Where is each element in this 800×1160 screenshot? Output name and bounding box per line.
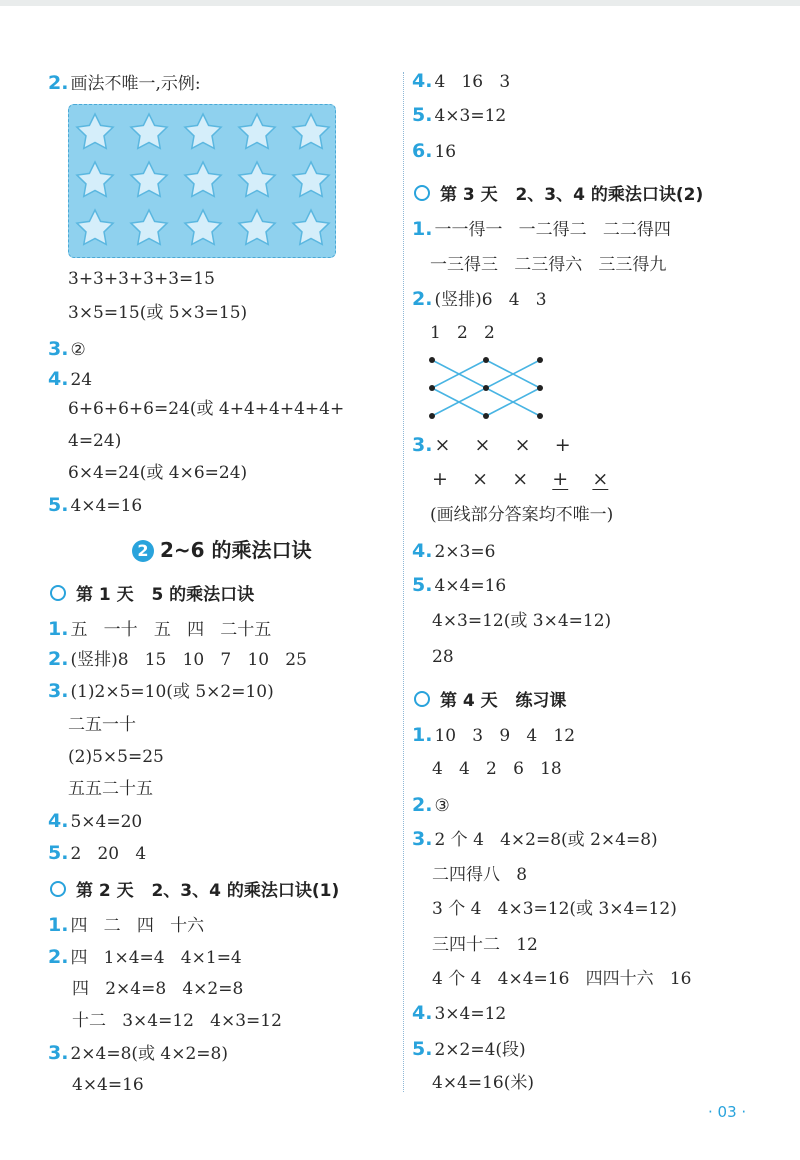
star-grid [68,104,336,258]
answer-1 [412,218,671,241]
star-icon [185,210,221,244]
circle-bullet-icon [414,185,430,201]
answer-2 [48,648,307,671]
dot-matching-diagram [424,352,554,424]
answer-number: 3. [412,434,433,456]
answer-line: 6+6+6+6=24(或 4+4+4+4+4+ [68,399,345,419]
section-heading-day1 [50,584,254,606]
answer-line: 6×4=24(或 4×6=24) [68,463,248,483]
answer-5 [48,494,142,517]
answer-number: 3. [48,338,69,360]
unit-title-text: 2~6 的乘法口诀 [160,538,312,562]
answer-text: 3×4=12 [434,1004,507,1024]
answer-line: 4 4 2 6 18 [432,759,562,779]
dot [483,385,489,391]
column-divider [403,72,404,1092]
answer-number: 1. [412,218,433,240]
star-icon [131,162,167,196]
dot [483,357,489,363]
answer-symbol-underlined: × [592,468,609,490]
answer-note: (画线部分答案均不唯一) [430,505,614,525]
answer-number: 4. [48,368,69,390]
answer-number: 6. [412,140,433,162]
answer-3 [48,680,274,703]
answer-number: 2. [412,288,433,310]
answer-1 [48,914,204,937]
answer-2 [412,794,450,817]
answer-number: 2. [48,648,69,670]
answer-text: 2×4=8(或 4×2=8) [70,1044,228,1064]
page-number: · 03 · [708,1103,747,1121]
answer-text: 4 16 3 [434,72,511,92]
answer-text: 24 [70,370,93,390]
section-day-label: 第 2 天 [76,881,134,901]
section-day-label: 第 3 天 [440,185,498,205]
answer-line: 三四十二 12 [432,935,538,955]
answer-symbol: + [554,434,571,456]
answer-5 [412,104,506,127]
section-title: 5 的乘法口诀 [151,585,255,605]
answer-2 [48,946,242,969]
answer-4 [48,368,92,391]
answer-line [432,468,608,490]
dot [483,413,489,419]
answer-symbol: × [434,434,451,456]
star-icon [77,210,113,244]
answer-text: 16 [434,142,457,162]
answer-number: 1. [48,618,69,640]
answer-text: 2 个 4 4×2=8(或 2×4=8) [434,830,658,850]
answer-2 [48,72,201,95]
answer-symbol: × [474,434,491,456]
answer-number: 4. [412,540,433,562]
section-heading-day2 [50,880,339,902]
section-day-label: 第 1 天 [76,585,134,605]
answer-3 [48,338,86,361]
answer-text: ③ [434,796,450,816]
unit-badge: 2 [132,540,154,562]
answer-text: 四 1×4=4 4×1=4 [70,948,242,968]
answer-5 [412,1038,526,1061]
answer-5 [412,574,506,597]
star-icon [239,114,275,148]
answer-line: 二四得八 8 [432,865,528,885]
star-icon [131,114,167,148]
answer-line: 4=24) [68,431,122,451]
answer-line: 4×4=16 [72,1075,144,1095]
answer-text: 4×3=12 [434,106,507,126]
section-heading-day3 [414,184,703,206]
dot [429,413,435,419]
answer-line: 3 个 4 4×3=12(或 3×4=12) [432,899,677,919]
answer-3 [412,434,571,456]
unit-title [132,537,312,563]
answer-text: (竖排)8 15 10 7 10 25 [70,650,307,670]
answer-3 [48,1042,228,1065]
answer-line: 五五二十五 [68,779,153,799]
answer-line: (2)5×5=25 [68,747,164,767]
answer-symbol: × [512,468,529,490]
circle-bullet-icon [50,585,66,601]
circle-bullet-icon [414,691,430,707]
answer-number: 5. [412,104,433,126]
answer-number: 3. [48,680,69,702]
answer-line: 3×5=15(或 5×3=15) [68,303,248,323]
dot [537,385,543,391]
answer-4 [412,70,510,93]
answer-4 [412,1002,506,1025]
star-icon [293,162,329,196]
answer-text: 五 一十 五 四 二十五 [70,620,272,640]
star-icon [77,114,113,148]
answer-5 [48,842,146,865]
star-icon [185,114,221,148]
answer-number: 1. [412,724,433,746]
answer-text: 四 二 四 十六 [70,916,205,936]
answer-number: 2. [48,946,69,968]
answer-symbol: + [432,468,448,490]
answer-line: 十二 3×4=12 4×3=12 [72,1011,282,1031]
answer-text: ② [70,340,86,360]
answer-number: 2. [412,794,433,816]
star-icon [293,114,329,148]
dot [429,385,435,391]
answer-text: 4×4=16 [434,576,507,596]
answer-number: 1. [48,914,69,936]
answer-text: 一一得一 一二得二 二二得四 [434,220,671,240]
section-title: 2、3、4 的乘法口诀(1) [151,881,340,901]
answer-text: 10 3 9 4 12 [434,726,576,746]
top-bar [0,0,800,6]
answer-4 [48,810,142,833]
section-title: 练习课 [515,691,567,711]
answer-text: (1)2×5=10(或 5×2=10) [70,682,274,702]
answer-line: 3+3+3+3+3=15 [68,269,215,289]
section-title: 2、3、4 的乘法口诀(2) [515,185,704,205]
answer-text: 2×3=6 [434,542,496,562]
answer-6 [412,140,456,163]
star-icon [293,210,329,244]
answer-text: 2 20 4 [70,844,147,864]
star-icon [239,210,275,244]
star-icon [77,162,113,196]
star-icon [239,162,275,196]
answer-number: 4. [48,810,69,832]
circle-bullet-icon [50,881,66,897]
answer-line: 1 2 2 [430,323,495,343]
dot [537,413,543,419]
answer-1 [412,724,575,747]
answer-number: 5. [48,842,69,864]
section-day-label: 第 4 天 [440,691,498,711]
answer-line: 二五一十 [68,715,136,735]
answer-text: (竖排)6 4 3 [434,290,547,310]
answer-line: 4×4=16(米) [432,1073,535,1093]
answer-line: 一三得三 二三得六 三三得九 [430,255,667,275]
answer-number: 5. [48,494,69,516]
answer-text: 2×2=4(段) [434,1040,526,1060]
answer-3 [412,828,658,851]
answer-2 [412,288,547,311]
answer-text: 4×4=16 [70,496,143,516]
answer-text: 画法不唯一,示例: [70,74,201,94]
answer-number: 4. [412,70,433,92]
answer-symbol-underlined: + [552,468,569,490]
dot [429,357,435,363]
answer-number: 5. [412,1038,433,1060]
dot [537,357,543,363]
answer-text: 5×4=20 [70,812,143,832]
star-icon [131,210,167,244]
answer-number: 5. [412,574,433,596]
answer-line: 4 个 4 4×4=16 四四十六 16 [432,969,692,989]
answer-symbol: × [472,468,489,490]
answer-1 [48,618,271,641]
answer-line: 四 2×4=8 4×2=8 [72,979,244,999]
answer-4 [412,540,495,563]
answer-line: 4×3=12(或 3×4=12) [432,611,612,631]
star-icon [185,162,221,196]
star-grid-svg [69,105,335,257]
answer-number: 3. [412,828,433,850]
answer-line: 28 [432,647,454,667]
answer-number: 3. [48,1042,69,1064]
answer-symbol: × [514,434,531,456]
section-heading-day4 [414,690,566,712]
answer-number: 2. [48,72,69,94]
answer-number: 4. [412,1002,433,1024]
